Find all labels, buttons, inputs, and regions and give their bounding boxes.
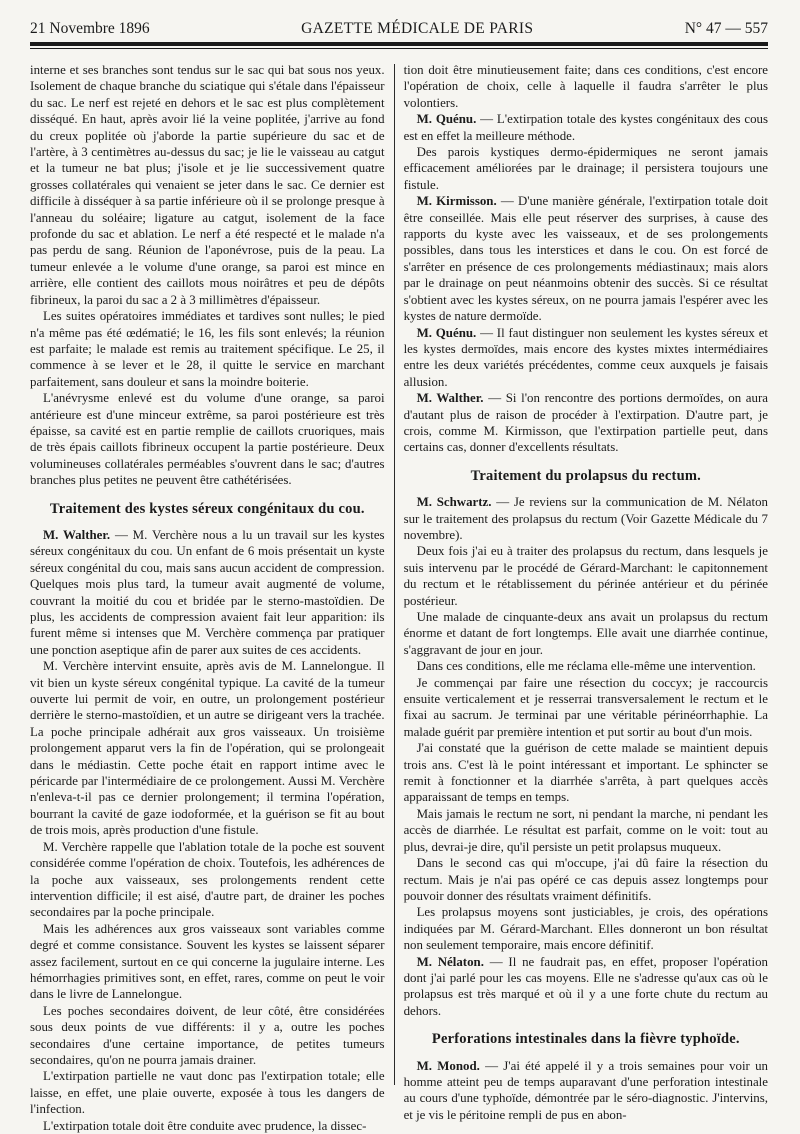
speaker-name: M. Walther. [416, 391, 484, 406]
speaker-name: M. Quénu. [416, 325, 477, 340]
paragraph: M. Verchère rappelle que l'ablation totale de la poche est souvent considérée comme l'opération de choix. Toutefois, les adhérences de la poche aux vaisseaux, ses prolongements rendent cette intervention difficile; il est aisé, d'autre part, de drainer les poches secondaires par la poche principale. [30, 839, 385, 920]
paragraph: L'extirpation partielle ne vaut donc pas l'extirpation totale; elle laisse, en effet, une plaie ouverte, exposée à tous les dangers de l'infection. [30, 1069, 385, 1117]
paragraph [30, 527, 385, 658]
paragraph [404, 954, 768, 1020]
speaker-text: — Si l'on rencontre des portions dermoïdes, on aura d'autant plus de raison de procéder à l'extirpation. D'autre part, je crois, comme M. Kirmisson, que l'extirpation partielle peut, dans certains cas, donner d'excellents résultats. [403, 391, 768, 455]
header-title: GAZETTE MÉDICALE DE PARIS [301, 20, 534, 37]
paragraph: tion doit être minutieusement faite; dans ces conditions, c'est encore l'opération de choix, celle à laquelle il faudra s'arrêter le plus volontiers. [403, 63, 768, 110]
section-heading-perforations: Perforations intestinales dans la fièvre typhoïde. [431, 1031, 740, 1048]
paragraph: Des parois kystiques dermo-épidermiques ne seront jamais efficacement améliorées par le drainage; il persistera toujours une fistule. [403, 145, 768, 192]
speaker-text: — M. Verchère nous a lu un travail sur les kystes séreux congénitaux du cou. Un enfant de 6 mois présentait un kyste séreux congénital du cou, mais sans aucun accident de compression. Quelques mois plus tard, la tumeur avait augmenté de volume, couvrant la moitié du cou et bridée par le sterno-mastoïdien. De plus, les accidents de compression avaient fait leur apparition: ils furent même si intenses que M. Verchère commença par pratiquer une ponction aseptique afin de parer aux suites de ces accidents. [30, 527, 385, 657]
paragraph [404, 1058, 768, 1124]
paragraph: Les prolapsus moyens sont justiciables, je crois, des opérations indiquées par M. Gérard-Marchant. Elles donneront un bon résultat non seulement temporaire, mais encore définitif. [403, 905, 768, 953]
header-issue: N° 47 — 557 [684, 20, 768, 37]
paragraph [404, 111, 768, 144]
section-heading-kystes: Traitement des kystes séreux congénitaux du cou. [49, 500, 365, 517]
speaker-text: — D'une manière générale, l'extirpation totale doit être conseillée. Mais elle peut réserver des surprises, à cause des rapports du kyste avec les vaisseaux, et de ses prolongements possibles, dans tous les interstices et dans le cou. On est forcé de s'arrêter en présence de ces prolongements médiastinaux; mais alors par le drainage on peut néanmoins obtenir des succès. Si ce résultat s'obtient avec les kystes séreux, on ne pourra jamais l'espérer avec les kystes de nature dermoïde. [403, 194, 768, 324]
header-rule-thin [30, 48, 768, 49]
header-date: 21 Novembre 1896 [30, 20, 150, 37]
paragraph: interne et ses branches sont tendus sur le sac qui bat sous nos yeux. Isolement de chaque branche du sciatique qui s'étale dans l'épaisseur du sac. Le nerf est rejeté en dehors et le sac est plus complètement disséqué. En haut, après avoir lié la veine poplitée, j'arrive au fond du creux poplitée où j'aborde la partie supérieure du sac et de l'artère, à 3 centimètres au-dessus du sac; je lie le vaisseau au catgut et la tumeur ne bat plus; j'isole et je lie successivement quatre grosses collatérales qui venaient se jeter dans le sac. Ce dernier est difficile à disséquer à sa partie inférieure où il se prolonge presque à l'anneau du soléaire; ligature au catgut, isolement de la face profonde du sac et ablation. Le nerf a été respecté et le malade n'a pas perdu de sang. Réunion de l'aponévrose, puis de la peau. La tumeur enlevée a le volume d'une orange, sa paroi est mince en arrière, elle contient des caillots mous noirâtres et peu de dépôts fibrineux, la paroi du sac a 2 à 3 millimètres d'épaisseur. [30, 63, 385, 307]
speaker-text: — L'extirpation totale des kystes congénitaux des cous est en effet la meilleure méthode. [403, 112, 768, 143]
speaker-text: — Il ne faudrait pas, en effet, proposer l'opération dont j'ai parlé pour les cas moyens. Elle ne s'adresse qu'aux cas où le prolapsus est très marqué et où il y a une forte chute du rectum au dehors. [403, 954, 768, 1018]
speaker-name: M. Nélaton. [416, 954, 484, 969]
paragraph: Une malade de cinquante-deux ans avait un prolapsus du rectum énorme et datant de fort longtemps. Elle avait une diarrhée continue, s'aggravant de jour en jour. [403, 610, 768, 657]
speaker-name: M. Kirmisson. [416, 194, 497, 209]
paragraph: Dans le second cas qui m'occupe, j'ai dû faire la résection du rectum. Mais je n'ai pas opéré ce cas depuis assez longtemps pour pouvoir donner des résultats vraiment définitifs. [403, 856, 768, 903]
speaker-text: — Il faut distinguer non seulement les kystes séreux et les kystes dermoïdes, mais encore des kystes mixtes intermédiaires entre les deux variétés précédentes, comme ceux auxquels je faisais allusion. [403, 325, 768, 389]
speaker-name: M. Schwartz. [416, 495, 492, 510]
right-column [395, 62, 768, 1122]
paragraph: Les poches secondaires doivent, de leur côté, être considérées sous deux points de vue différents: il y a, outre les poches secondaires d'une certaine importance, de petites tumeurs secondaires, qu'on ne pourra jamais drainer. [30, 1003, 385, 1067]
paragraph: Mais jamais le rectum ne sort, ni pendant la marche, ni pendant les accès de diarrhée. Le résultat est parfait, comme on le voit: tout au plus, devrai-je dire, qu'il persiste un petit prolapsus muqueux. [403, 806, 768, 854]
paragraph: Dans ces conditions, elle me réclama elle-même une intervention. [416, 659, 756, 674]
paragraph: J'ai constaté que la guérison de cette malade se maintient depuis trois ans. C'est là le point intéressant et important. Le sphincter se remit à fonctionner et la diarrhée s'arrêta, à part quelques accès apparaissant de temps en temps. [403, 741, 768, 805]
speaker-name: M. Monod. [416, 1058, 480, 1073]
speaker-name: M. Walther. [43, 527, 111, 542]
paragraph: Les suites opératoires immédiates et tardives sont nulles; le pied n'a même pas été œdématié; le 16, les fils sont enlevés; la réunion est parfaite; le malade est remis au traitement spécifique. Le 25, il commence à se lever et le 28, il quitte le service en marchant parfaitement, sans douleur et sans la moindre boiterie. [30, 309, 385, 389]
text-columns [30, 62, 768, 1133]
paragraph: Je commençai par faire une résection du coccyx; je raccourcis ensuite verticalement et je resserrai transversalement le rectum et le fixai au sacrum. Je terminai par une véritable périnéorrhaphie. La malade guérit par première intention et put sortir au bout d'un mois. [403, 675, 768, 739]
paragraph [404, 193, 768, 324]
paragraph: L'anévrysme enlevé est du volume d'une orange, sa paroi antérieure est d'une minceur extrême, sa paroi postérieure est très épaisse, sa cavité est en partie remplie de caillots cruoriques, mais de très épais caillots fibrineux occupent la partie postérieure. Deux volumineuses collatérales perméables s'ouvrent dans le sac; d'autres branches plus petites ne peuvent être cathétérisées. [30, 391, 385, 488]
speaker-name: M. Quénu. [416, 112, 477, 127]
paragraph: L'extirpation totale doit être conduite avec prudence, la dissec- [43, 1118, 367, 1133]
paragraph [404, 325, 768, 391]
paragraph: M. Verchère intervint ensuite, après avis de M. Lannelongue. Il vit bien un kyste séreux congénital typique. La cavité de la tumeur ouverte lui permit de voir, en outre, un prolongement postérieur derrière le sterno-mastoïdien, et un autre se dirigeant vers la trachée. La poche principale adhérait aux gros vaisseaux. Un troisième prolongement apparut vers la fin de l'opération, qui se prolongeait dans le médiastin. Cette poche était en rapport intime avec le péricarde par l'intermédiaire de ce prolongement. Aussi M. Verchère n'enleva-t-il pas ce dernier prolongement; il termina l'opération, bourrant la cavité de gaze iodoformée, et la guérison se fit au bout de trois mois, après production d'une fistule. [30, 659, 385, 838]
section-heading-prolapsus: Traitement du prolapsus du rectum. [470, 467, 701, 484]
paragraph [404, 494, 768, 543]
paragraph: Deux fois j'ai eu à traiter des prolapsus du rectum, dans lesquels je suis intervenu par le procédé de Gérard-Marchant: le capitonnement du rectum et le rétablissement du périnée antérieur et du périnée postérieur. [403, 544, 768, 608]
paragraph [404, 390, 768, 456]
speaker-text: — J'ai été appelé il y a trois semaines pour voir un homme atteint peu de temps auparavant d'une perforation intestinale au cours d'une typhoïde, démontrée par le séro-diagnostic. J'intervins, et je vis le péritoine rempli de pus en abon- [403, 1058, 768, 1122]
left-column [30, 62, 394, 1133]
header-rule-thick [30, 42, 768, 46]
speaker-text: — Je reviens sur la communication de M. Nélaton sur le traitement des prolapsus du rectum (Voir Gazette Médicale du 7 novembre). [403, 495, 768, 542]
paragraph: Mais les adhérences aux gros vaisseaux sont variables comme degré et comme consistance. Souvent les kystes se laissent séparer assez facilement, surtout en ce qui concerne la jugulaire interne. Les hémorrhagies primitives sont, en effet, rares, comme on peut le voir dans le livre de Lannelongue. [30, 921, 385, 1002]
page-header [30, 16, 768, 42]
